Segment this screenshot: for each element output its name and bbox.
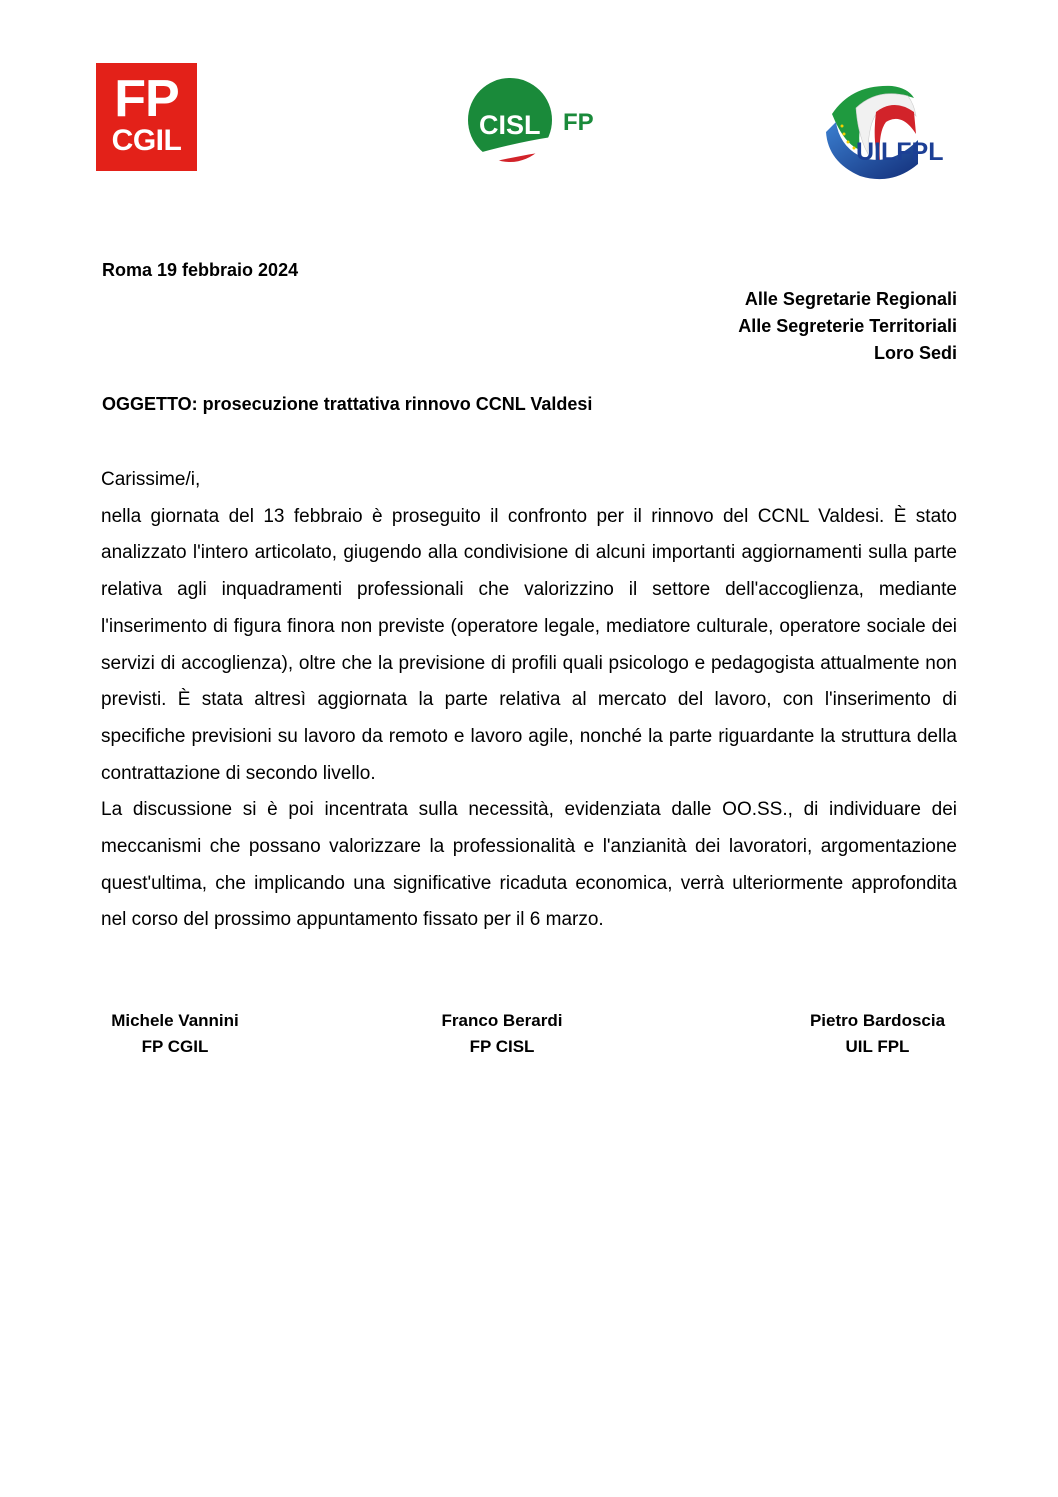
- letter-subject: OGGETTO: prosecuzione trattativa rinnovo CCNL Valdesi: [102, 394, 593, 414]
- cisl-logo-text: CISL: [479, 110, 541, 140]
- signatory-name: Pietro Bardoscia: [809, 1011, 946, 1030]
- letter-greeting: Carissime/i,: [101, 469, 201, 490]
- signature-cgil: [100, 1008, 250, 1060]
- recipients-block: [738, 286, 957, 367]
- cisl-fp-logo: [468, 72, 603, 180]
- signatory-org: FP CISL: [469, 1037, 535, 1056]
- signatory-org: UIL FPL: [845, 1037, 910, 1056]
- letter-paragraph: nella giornata del 13 febbraio è proseguito il confronto per il rinnovo del CCNL Valdesi. È stato analizzato l'intero articolato, giugendo alla condivisione di alcuni importanti aggiornamenti sulla parte relativa agli inquadramenti professionali che valorizzino il settore dell'accoglienza, mediante l'inserimento di figura finora non previste (operatore legale, mediatore culturale, operatore sociale dei servizi di accoglienza), oltre che la previsione di profili quali psicologo e pedagogista attualmente non previsti. È stata altresì aggiornata la parte relativa al mercato del lavoro, con l'inserimento di specifiche previsioni su lavoro da remoto e lavoro agile, nonché la parte riguardante la struttura della contrattazione di secondo livello.: [101, 505, 957, 784]
- logo-header: [0, 60, 1058, 190]
- letter-date: Roma 19 febbraio 2024: [102, 260, 299, 280]
- uil-fpl-logo: [822, 76, 962, 184]
- signature-cisl: [427, 1008, 577, 1060]
- recipient-line: Alle Segreterie Territoriali: [738, 316, 957, 336]
- fp-cgil-logo-line2: CGIL: [111, 124, 182, 157]
- signature-uil: [795, 1008, 960, 1060]
- signatory-name: Michele Vannini: [111, 1011, 239, 1030]
- signatory-name: Franco Berardi: [441, 1011, 563, 1030]
- letter-body: [101, 462, 957, 939]
- cisl-logo-suffix: FP: [563, 109, 594, 136]
- fp-cgil-logo: [96, 63, 197, 171]
- recipient-line: Loro Sedi: [873, 343, 957, 363]
- letter-paragraph: La discussione si è poi incentrata sulla necessità, evidenziata dalle OO.SS., di individuare dei meccanismi che possano valorizzare la professionalità e l'anzianità dei lavoratori, argomentazione quest'ultima, che implicando una significative ricaduta economica, verrà ulteriormente approfondita nel corso del prossimo appuntamento fissato per il 6 marzo.: [101, 799, 957, 931]
- fp-cgil-logo-line1: FP: [114, 70, 179, 128]
- uil-logo-text: UILFPL: [856, 138, 944, 166]
- signatory-org: FP CGIL: [141, 1037, 209, 1056]
- recipient-line: Alle Segretarie Regionali: [744, 289, 957, 309]
